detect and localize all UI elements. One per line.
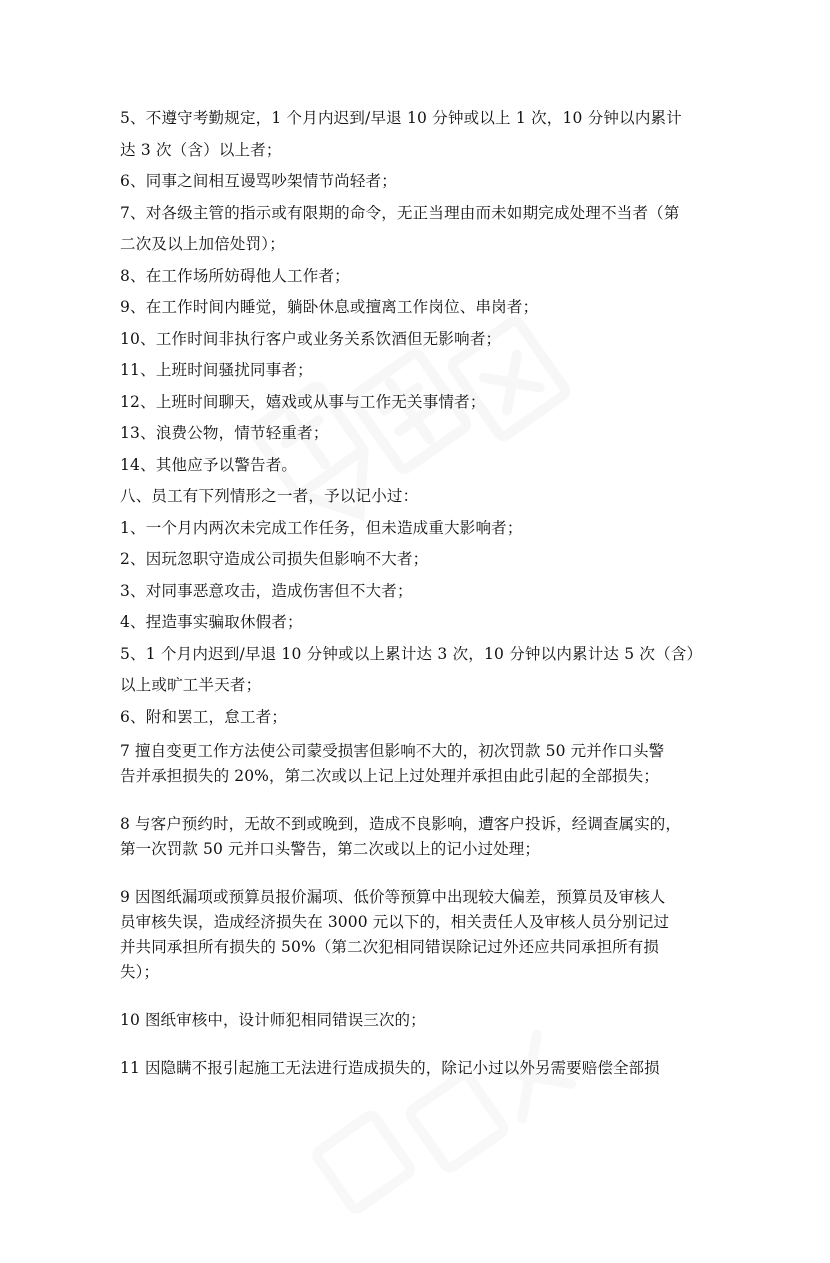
paragraph-item-7 [120, 739, 712, 789]
paragraph-line: 并共同承担所有损失的 50%（第二次犯相同错误除记过外还应共同承担所有损 [120, 938, 659, 956]
text-line: 5、1 个月内迟到/早退 10 分钟或以上累计达 3 次，10 分钟以内累计达 5 次（含） [120, 644, 703, 663]
text-line: 7、对各级主管的指示或有限期的命令，无正当理由而未如期完成处理不当者（第 [120, 203, 680, 222]
text-line: 5、不遵守考勤规定，1 个月内迟到/早退 10 分钟或以上 1 次，10 分钟以内累计 [120, 109, 682, 127]
paragraph-line: 10 图纸审核中，设计师犯相同错误三次的； [120, 1011, 426, 1029]
text-line: 11、上班时间骚扰同事者； [120, 361, 313, 379]
paragraph-line: 8 与客户预约时，无故不到或晚到，造成不良影响，遭客户投诉，经调查属实的， [120, 815, 681, 833]
paragraph-line: 告并承担损失的 20%，第二次或以上记上过处理并承担由此引起的全部损失； [120, 767, 659, 785]
document-body [120, 103, 712, 1081]
text-line: 14、其他应予以警告者。 [120, 455, 298, 474]
text-line: 以上或旷工半天者； [120, 676, 262, 694]
paragraph-item-9 [120, 885, 712, 985]
text-line: 4、捏造事实骗取休假者； [120, 613, 303, 631]
text-line: 八、员工有下列情形之一者，予以记小过： [120, 487, 419, 505]
text-line: 6、同事之间相互谩骂吵架情节尚轻者； [120, 172, 397, 190]
text-line: 6、附和罢工，怠工者； [120, 707, 288, 726]
paragraph-item-11 [120, 1056, 712, 1081]
text-line: 2、因玩忽职守造成公司损失但影响不大者； [120, 550, 429, 568]
paragraph-item-10 [120, 1008, 712, 1033]
rule-list [120, 103, 712, 733]
text-line: 达 3 次（含）以上者； [120, 140, 282, 159]
paragraph-line: 失）； [120, 963, 160, 981]
paragraph-line: 员审核失误，造成经济损失在 3000 元以下的，相关责任人及审核人员分别记过 [120, 913, 670, 931]
text-line: 二次及以上加倍处罚）； [120, 235, 285, 253]
text-line: 3、对同事恶意攻击，造成伤害但不大者； [120, 581, 413, 600]
text-line: 9、在工作时间内睡觉，躺卧休息或擅离工作岗位、串岗者； [120, 298, 539, 316]
paragraph-line: 7 擅自变更工作方法使公司蒙受损害但影响不大的，初次罚款 50 元并作口头警 [120, 742, 665, 760]
paragraph-line: 11 因隐瞒不报引起施工无法进行造成损失的，除记小过以外另需要赔偿全部损 [120, 1059, 660, 1077]
paragraph-line: 第一次罚款 50 元并口头警告，第二次或以上的记小过处理； [120, 840, 540, 858]
text-line: 8、在工作场所妨碍他人工作者； [120, 266, 350, 285]
text-line: 10、工作时间非执行客户或业务关系饮酒但无影响者； [120, 329, 502, 348]
text-line: 12、上班时间聊天，嬉戏或从事与工作无关事情者； [120, 392, 486, 411]
text-line: 1、一个月内两次未完成工作任务，但未造成重大影响者； [120, 518, 523, 537]
text-line: 13、浪费公物，情节轻重者； [120, 424, 329, 442]
paragraph-line: 9 因图纸漏项或预算员报价漏项、低价等预算中出现较大偏差，预算员及审核人 [120, 888, 666, 906]
paragraph-item-8 [120, 812, 712, 862]
